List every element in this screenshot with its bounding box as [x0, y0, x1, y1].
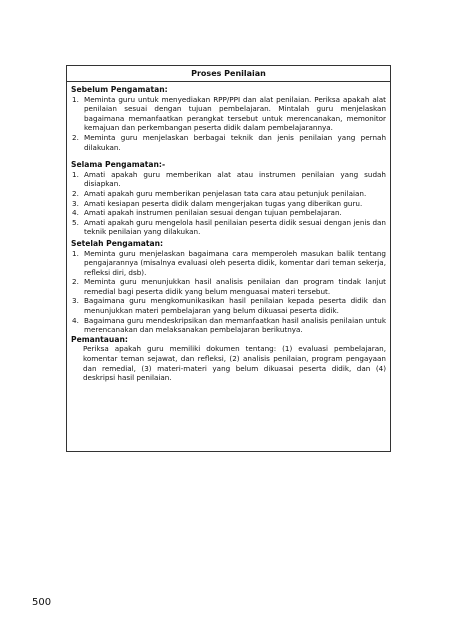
- section-heading-after: Setelah Pengamatan:: [71, 238, 164, 248]
- list-item: [71, 296, 386, 315]
- item-text: Meminta guru untuk menyediakan RPP/PPI dan alat penilaian. Periksa apakah alat penilaian sesuai dengan tujuan pembelajaran. Mintalah guru menjelaskan bagaimana memanfaatkan perangkat tersebut untuk merencanakan, memonitor kemajuan dan perkembangan peserta didik dalam pembelajarannya.: [84, 94, 386, 133]
- list-item: [71, 189, 386, 199]
- monitoring-paragraph: Periksa apakah guru memiliki dokumen tentang: (1) evaluasi pembelajaran, komentar teman sejawat, dan refleksi, (2) analisis penilaian, program pengayaan dan remedial, (3) materi-materi yang belum dikuasai peserta didik, dan (4) deskripsi hasil penilaian.: [83, 344, 386, 383]
- list-item: [71, 208, 386, 218]
- item-number: 2.: [72, 277, 79, 287]
- section-heading-during: Selama Pengamatan:-: [71, 160, 166, 170]
- item-text: Meminta guru menjelaskan berbagai teknik dan jenis penilaian yang pernah dilakukan.: [84, 132, 386, 152]
- list-during: [71, 170, 386, 237]
- item-number: 4.: [72, 208, 79, 218]
- item-text: Bagaimana guru mendeskripsikan dan memanfaatkan hasil analisis penilaian untuk merencanakan dan melaksanakan pembelajaran berikutnya.: [84, 315, 386, 335]
- list-item: [71, 316, 386, 335]
- section-heading-before: Sebelum Pengamatan:: [71, 85, 168, 94]
- list-item: [71, 133, 386, 152]
- item-number: 4.: [72, 315, 79, 325]
- list-item: [71, 199, 386, 209]
- item-number: 2.: [72, 188, 79, 198]
- item-number: 2.: [72, 132, 79, 142]
- assessment-process-table: [66, 65, 391, 452]
- list-item: [71, 218, 386, 237]
- section-heading-monitoring: Pemantauan:: [71, 334, 128, 344]
- item-text: Amati apakah guru mengelola hasil penilaian peserta didik sesuai dengan jenis dan teknik penilaian yang dilakukan.: [84, 217, 386, 237]
- item-text: Meminta guru menjelaskan bagaimana cara memperoleh masukan balik tentang pengajarannya (misalnya evaluasi oleh peserta didik, komentar dari teman sekerja, refleksi diri, dsb).: [84, 248, 386, 277]
- item-number: 3.: [72, 198, 79, 208]
- item-text: Amati kesiapan peserta didik dalam mengerjakan tugas yang diberikan guru.: [84, 198, 363, 208]
- item-text: Bagaimana guru mengkomunikasikan hasil penilaian kepada peserta didik dan menunjukkan materi pembelajaran yang belum dikuasai peserta didik.: [84, 296, 386, 316]
- item-number: 1.: [72, 169, 79, 179]
- page-number: 500: [32, 597, 52, 608]
- list-item: [71, 277, 386, 296]
- item-text: Meminta guru menunjukkan hasil analisis penilaian dan program tindak lanjut remedial bagi peserta didik yang belum menguasai materi tersebut.: [84, 277, 386, 296]
- item-number: 3.: [72, 296, 79, 306]
- list-before: [71, 95, 386, 153]
- list-item: [71, 95, 386, 133]
- item-text: Amati apakah guru memberikan penjelasan tata cara atau petunjuk penilaian.: [84, 188, 367, 198]
- item-text: Amati apakah guru memberikan alat atau instrumen penilaian yang sudah disiapkan.: [84, 169, 386, 189]
- item-number: 1.: [72, 94, 79, 104]
- item-number: 5.: [72, 217, 79, 227]
- list-after: [71, 249, 386, 335]
- table-body: [67, 82, 390, 387]
- item-number: 1.: [72, 248, 79, 258]
- table-title: Proses Penilaian: [67, 66, 390, 82]
- list-item: [71, 249, 386, 278]
- list-item: [71, 170, 386, 189]
- item-text: Amati apakah instrumen penilaian sesuai dengan tujuan pembelajaran.: [84, 208, 342, 218]
